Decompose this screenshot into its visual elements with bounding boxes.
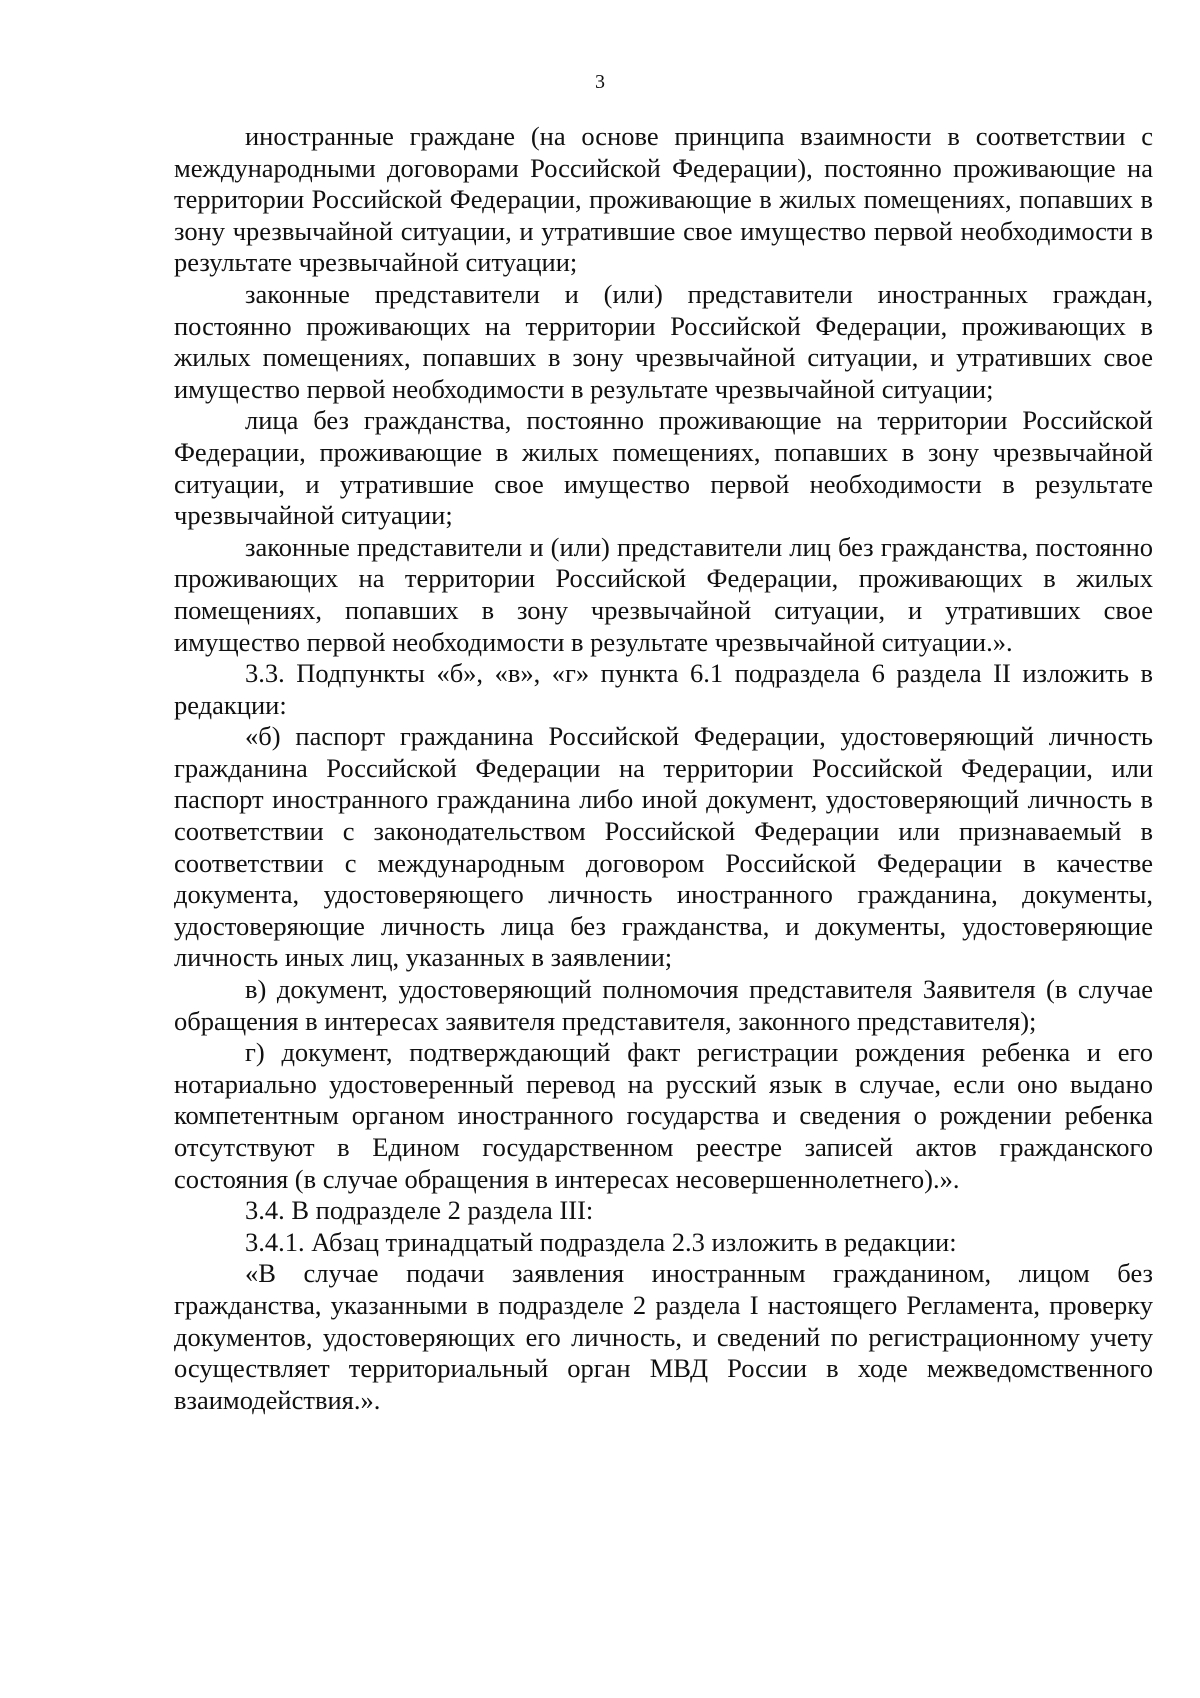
paragraph-subitem-v: в) документ, удостоверяющий полномочия представителя Заявителя (в случае обращения в интересах заявителя представителя, законного представителя); (174, 974, 1153, 1036)
paragraph-foreign-citizens: иностранные граждане (на основе принципа взаимности в соответствии с международными договорами Российской Федерации), постоянно проживающие на территории Российской Федерации, проживающие в жилых помещениях, попавших в зону чрезвычайной ситуации, и утратившие свое имущество первой необходимости в результате чрезвычайной ситуации; (174, 121, 1153, 278)
paragraph-foreign-citizens-representatives: законные представители и (или) представители иностранных граждан, постоянно проживающих на территории Российской Федерации, проживающих в жилых помещениях, попавших в зону чрезвычайной ситуации, и утративших свое имущество первой необходимости в результате чрезвычайной ситуации; (174, 278, 1153, 404)
paragraph-item-3-4-1: 3.4.1. Абзац тринадцатый подраздела 2.3 изложить в редакции: (245, 1226, 957, 1257)
paragraph-subitem-g: г) документ, подтверждающий факт регистрации рождения ребенка и его нотариально удостоверенный перевод на русский язык в случае, если оно выдано компетентным органом иностранного государства и сведения о рождении ребенка отсутствуют в Едином государственном реестре записей актов гражданского состояния (в случае обращения в интересах несовершеннолетнего).». (174, 1037, 1153, 1194)
document-body (174, 121, 1153, 1416)
paragraph-stateless-representatives: законные представители и (или) представители лиц без гражданства, постоянно проживающих на территории Российской Федерации, проживающих в жилых помещениях, попавших в зону чрезвычайной ситуации, и утративших свое имущество первой необходимости в результате чрезвычайной ситуации.». (174, 531, 1153, 657)
paragraph-item-3-3: 3.3. Подпункты «б», «в», «г» пункта 6.1 подраздела 6 раздела II изложить в редакции: (174, 658, 1153, 720)
page-number: 3 (595, 71, 605, 93)
paragraph-quoted-amendment: «В случае подачи заявления иностранным гражданином, лицом без гражданства, указанными в подразделе 2 раздела I настоящего Регламента, проверку документов, удостоверяющих его личность, и сведений по регистрационному учету осуществляет территориальный орган МВД России в ходе межведомственного взаимодействия.». (174, 1258, 1153, 1415)
paragraph-stateless-persons: лица без гражданства, постоянно проживающие на территории Российской Федерации, проживающие в жилых помещениях, попавших в зону чрезвычайной ситуации, и утратившие свое имущество первой необходимости в результате чрезвычайной ситуации; (174, 405, 1153, 531)
paragraph-item-3-4: 3.4. В подразделе 2 раздела III: (245, 1195, 594, 1226)
paragraph-subitem-b: «б) паспорт гражданина Российской Федерации, удостоверяющий личность гражданина Российской Федерации на территории Российской Федерации, или паспорт иностранного гражданина либо иной документ, удостоверяющий личность в соответствии с законодательством Российской Федерации или признаваемый в соответствии с международным договором Российской Федерации в качестве документа, удостоверяющего личность иностранного гражданина, документы, удостоверяющие личность лица без гражданства, и документы, удостоверяющие личность иных лиц, указанных в заявлении; (174, 721, 1153, 973)
